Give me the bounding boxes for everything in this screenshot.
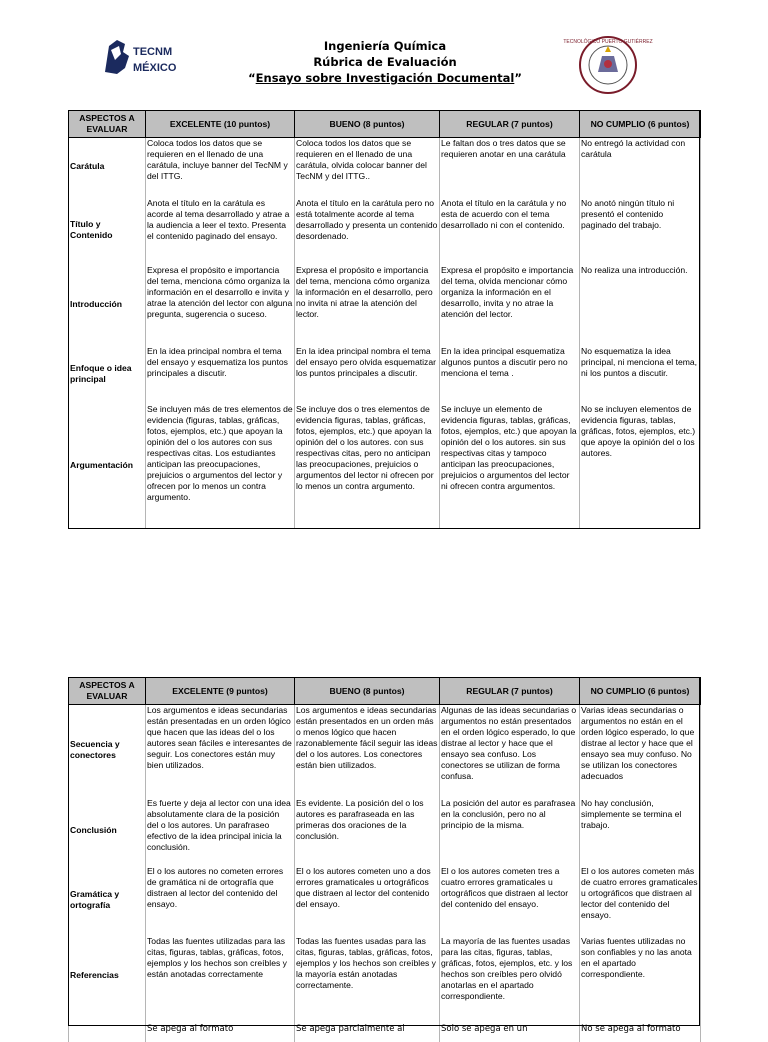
criterion-cell: Referencias [69, 936, 146, 1018]
essay-title: “Ensayo sobre Investigación Documental” [248, 71, 522, 85]
header-titles [200, 38, 570, 86]
table-row [69, 1018, 701, 1042]
cell-regular: Solo se apega en un [440, 1018, 580, 1042]
cell-excellent: Todas las fuentes utilizadas para las citas, figuras, tablas, gráficas, fotos, ejemplos y los hechos son creíbles y están anotadas correctamente [146, 936, 295, 1018]
header-not-met: NO CUMPLIO (6 puntos) [580, 111, 701, 138]
logo-text-secondary: MÉXICO [133, 62, 177, 74]
cell-good: El o los autores cometen uno a dos errores gramaticales u ortográficos que distraen al lector del contenido del ensayo. [295, 866, 440, 936]
cell-excellent: Es fuerte y deja al lector con una idea absolutamente clara de la posición del o los autores. Un parafraseo efectivo de la idea principal inicia la conclusión. [146, 798, 295, 866]
criterion-cell: Argumentación [69, 404, 146, 529]
cell-good: Todas las fuentes usadas para las citas, figuras, tablas, gráficas, fotos, ejemplos y los hechos son creíbles y la mayoría están anotadas correctamente. [295, 936, 440, 1018]
cell-excellent: En la idea principal nombra el tema del ensayo y esquematiza los puntos principales a discutir. [146, 346, 295, 404]
criterion-cell: Secuencia y conectores [69, 705, 146, 798]
cell-good: Coloca todos los datos que se requieren en el llenado de una carátula, olvida colocar banner del TecNM y del ITTG.. [295, 138, 440, 198]
cell-good: Se incluye dos o tres elementos de evidencia figuras, tablas, gráficas, fotos, ejemplos, etc.) que apoyan la opinión del o los autores. con sus respectivas citas, pero no anticipan las preocupaciones, prejuicios o argumentos del lector ni ofrecen por lo menos un contra argumento. [295, 404, 440, 529]
cell-not-met: No hay conclusión, simplemente se termina el trabajo. [580, 798, 701, 866]
cell-regular: Anota el título en la carátula y no esta de acuerdo con el tema desarrollado ni con el contenido. [440, 198, 580, 265]
cell-regular: La posición del autor es parafrasea en la conclusión, pero no al principio de la misma. [440, 798, 580, 866]
criterion-cell: Conclusión [69, 798, 146, 866]
cell-good: Los argumentos e ideas secundarias están presentados en un orden más o menos lógico que hacen razonablemente fácil seguir las ideas del o los autores. Los conectores están bien utilizados. [295, 705, 440, 798]
cell-excellent: Los argumentos e ideas secundarias están presentadas en un orden lógico que hacen que las ideas del o los autores sean fáciles e interesantes de seguir. Los conectores están muy bien utilizados. [146, 705, 295, 798]
cell-regular: La mayoría de las fuentes usadas para las citas, figuras, tablas, gráficas, fotos, ejemplos, etc. y los hechos son creíbles pero olvidó anotarlas en el apartado correspondiente. [440, 936, 580, 1018]
table-row [69, 138, 701, 198]
cell-not-met: Varias ideas secundarias o argumentos no están en el orden lógico esperado, lo que distrae al lector y hace que el ensayo sea muy confuso. No se utilizan los conectores adecuados [580, 705, 701, 798]
cell-regular: Le faltan dos o tres datos que se requieren anotar en una carátula [440, 138, 580, 198]
criterion-cell: Introducción [69, 265, 146, 346]
header-regular: REGULAR (7 puntos) [440, 678, 580, 705]
cell-good: Es evidente. La posición del o los autores es parafraseada en las primeras dos oraciones de la conclusión. [295, 798, 440, 866]
table-row [69, 265, 701, 346]
table-row [69, 346, 701, 404]
criterion-cell: Título y Contenido [69, 198, 146, 265]
rubric-table-2 [68, 677, 701, 1042]
logo-text-primary: TECNM [133, 46, 173, 58]
criterion-cell: Enfoque o idea principal [69, 346, 146, 404]
tecnm-logo [103, 38, 198, 76]
cell-not-met: Varias fuentes utilizadas no son confiables y no las anota en el apartado correspondiente. [580, 936, 701, 1018]
cell-regular: Algunas de las ideas secundarias o argumentos no están presentados en el orden lógico esperado, lo que distrae al lector y hace que el ensayo sea confuso. Los conectores se utilizan de forma confusa. [440, 705, 580, 798]
cell-regular: Se incluye un elemento de evidencia figuras, tablas, gráficas, fotos, ejemplos, etc.) que apoyan la opinión del o los autores. sin sus respectivas citas y tampoco anticipan las preocupaciones, prejuicios o argumentos del lector ni ofrecen contra argumentos. [440, 404, 580, 529]
header-excellent: EXCELENTE (9 puntos) [146, 678, 295, 705]
rubric-table-1 [68, 110, 701, 529]
program-title: Ingeniería Química [323, 39, 447, 53]
cell-excellent: Se apega al formato [146, 1018, 295, 1042]
criterion-cell: Carátula [69, 138, 146, 198]
table-row [69, 866, 701, 936]
ittg-seal-logo [563, 34, 653, 96]
rubric-title: Rúbrica de Evaluación [313, 55, 457, 69]
table-header-row [69, 678, 701, 705]
header-aspects: ASPECTOS A EVALUAR [69, 678, 146, 705]
cell-not-met: No anotó ningún título ni presentó el contenido paginado del trabajo. [580, 198, 701, 265]
cell-good: Se apega parcialmente al [295, 1018, 440, 1042]
header-aspects: ASPECTOS A EVALUAR [69, 111, 146, 138]
table-row [69, 198, 701, 265]
cell-good: En la idea principal nombra el tema del ensayo pero olvida esquematizar los puntos principales a discutir. [295, 346, 440, 404]
header-regular: REGULAR (7 puntos) [440, 111, 580, 138]
header-not-met: NO CUMPLIO (6 puntos) [580, 678, 701, 705]
cell-excellent: Expresa el propósito e importancia del tema, menciona cómo organiza la información en el desarrollo e invita y atrae la atención del lector con alguna pregunta, sugerencia o suceso. [146, 265, 295, 346]
cell-not-met: No realiza una introducción. [580, 265, 701, 346]
criterion-cell: Gramática y ortografía [69, 866, 146, 936]
cell-excellent: Anota el título en la carátula es acorde al tema desarrollado y atrae a la audiencia a leer el texto. Presenta el contenido paginado del ensayo. [146, 198, 295, 265]
seal-text: TECNOLÓGICO PUERTO GUTIÉRREZ [563, 39, 653, 45]
cell-not-met: No esquematiza la idea principal, ni menciona el tema, ni los puntos a discutir. [580, 346, 701, 404]
table-row [69, 404, 701, 529]
header-excellent: EXCELENTE (10 puntos) [146, 111, 295, 138]
header-good: BUENO (8 puntos) [295, 678, 440, 705]
cell-not-met: El o los autores cometen más de cuatro errores gramaticales u ortográficos que distraen al lector del contenido del ensayo. [580, 866, 701, 936]
cell-regular: El o los autores cometen tres a cuatro errores gramaticales u ortográficos que distraen al lector del contenido del ensayo. [440, 866, 580, 936]
table-header-row [69, 111, 701, 138]
cell-excellent: El o los autores no cometen errores de gramática ni de ortografía que distraen al lector del contenido del ensayo. [146, 866, 295, 936]
header-good: BUENO (8 puntos) [295, 111, 440, 138]
cell-regular: Expresa el propósito e importancia del tema, olvida mencionar cómo organiza la información en el desarrollo, invita y no atrae la atención del lector. [440, 265, 580, 346]
cell-excellent: Coloca todos los datos que se requieren en el llenado de una carátula, incluye banner del TecNM y del ITTG. [146, 138, 295, 198]
cell-good: Expresa el propósito e importancia del tema, menciona cómo organiza la información en el desarrollo, pero no invita ni atrae la atención del lector. [295, 265, 440, 346]
cell-excellent: Se incluyen más de tres elementos de evidencia (figuras, tablas, gráficas, fotos, ejemplos, etc.) que apoyan la opinión del o los autores con sus respectivas citas. Los estudiantes anticipan las preocupaciones, prejuicios o argumentos del lector y ofrecen por lo menos un contra argumento. [146, 404, 295, 529]
table-row [69, 798, 701, 866]
cell-good: Anota el título en la carátula pero no está totalmente acorde al tema desarrollado y presenta un contenido desordenado. [295, 198, 440, 265]
document-header [0, 0, 768, 110]
table-row [69, 705, 701, 798]
criterion-cell [69, 1018, 146, 1042]
cell-not-met: No se incluyen elementos de evidencia figuras, tablas, gráficas, fotos, ejemplos, etc.) que apoye la opinión del o los autores. [580, 404, 701, 529]
cell-regular: En la idea principal esquematiza algunos puntos a discutir pero no menciona el tema . [440, 346, 580, 404]
cell-not-met: No entregó la actividad con carátula [580, 138, 701, 198]
cell-not-met: No se apega al formato [580, 1018, 701, 1042]
table-row [69, 936, 701, 1018]
